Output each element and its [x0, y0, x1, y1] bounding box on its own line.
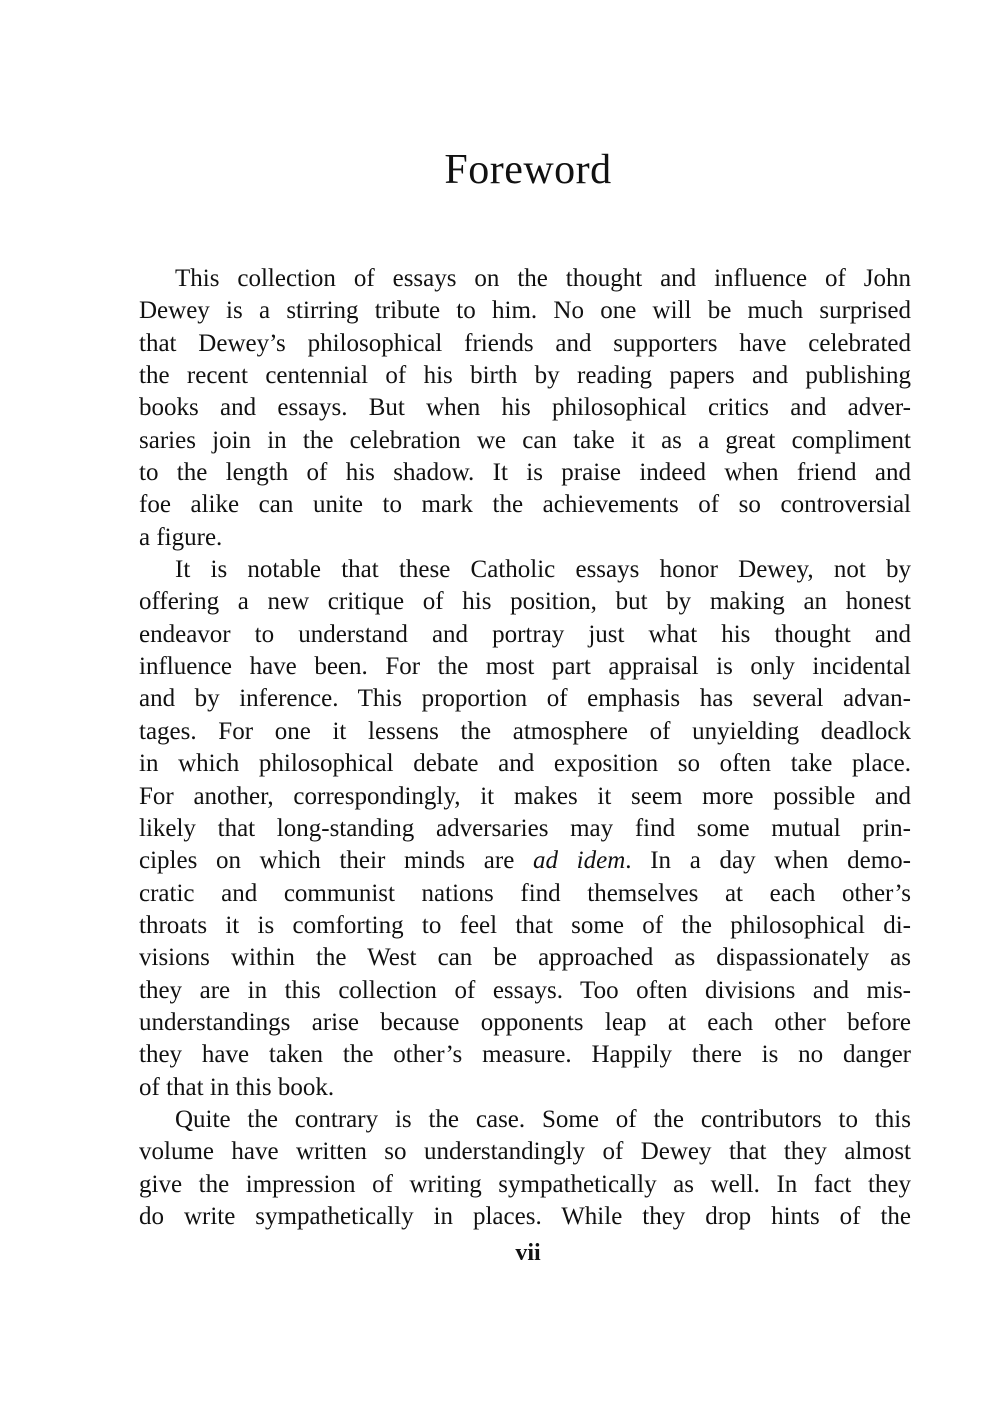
text-line	[139, 1201, 911, 1233]
line-text: For another, correspondingly, it makes it seem more possible and	[139, 782, 911, 810]
text-line	[139, 1039, 911, 1071]
text-line	[139, 263, 911, 295]
text-line	[139, 554, 911, 586]
text-line	[139, 683, 911, 715]
text-line	[139, 716, 911, 748]
text-line	[139, 522, 911, 554]
page-number: vii	[515, 1240, 541, 1266]
line-text: books and essays. But when his philosophical critics and adver-	[139, 394, 911, 422]
line-text: they are in this collection of essays. Too often divisions and mis-	[139, 976, 911, 1004]
line-text: that Dewey’s philosophical friends and supporters have celebrated	[139, 329, 911, 357]
line-text: throats it is comforting to feel that some of the philosophical di-	[139, 911, 911, 939]
paragraph	[139, 554, 911, 1104]
italic-phrase: ad idem	[532, 847, 626, 875]
line-text: tages. For one it lessens the atmosphere of unyielding deadlock	[139, 717, 911, 745]
text-line	[139, 425, 911, 457]
line-text: likely that long-standing adversaries may find some mutual prin-	[139, 814, 911, 842]
text-line	[139, 328, 911, 360]
line-text: visions within the West can be approached as dispassionately as	[139, 944, 911, 972]
line-text: give the impression of writing sympathetically as well. In fact they	[139, 1170, 911, 1198]
text-line	[139, 651, 911, 683]
line-text: Quite the contrary is the case. Some of the contributors to this	[175, 1105, 911, 1133]
line-text: understandings arise because opponents leap at each other before	[139, 1008, 911, 1036]
paragraph	[139, 263, 911, 554]
line-text-part: ciples on which their minds are	[139, 847, 533, 875]
line-text-mixed	[139, 847, 911, 874]
text-line	[139, 360, 911, 392]
paragraph	[139, 1104, 911, 1233]
line-text: It is notable that these Catholic essays honor Dewey, not by	[175, 556, 911, 584]
line-text: offering a new critique of his position, but by making an honest	[139, 588, 911, 616]
line-text: and by inference. This proportion of emphasis has several advan-	[139, 685, 911, 713]
text-line	[139, 619, 911, 651]
text-line	[139, 489, 911, 521]
text-line	[139, 1169, 911, 1201]
line-text: cratic and communist nations find themselves at each other’s	[139, 879, 911, 907]
line-text: Dewey is a stirring tribute to him. No one will be much surprised	[139, 297, 911, 325]
text-line	[139, 392, 911, 424]
line-text-part: . In a day when demo-	[625, 847, 911, 875]
text-line	[139, 457, 911, 489]
page-title: Foreword	[444, 147, 612, 193]
line-text: the recent centennial of his birth by reading papers and publishing	[139, 362, 911, 390]
line-text: foe alike can unite to mark the achievements of so controversial	[139, 491, 911, 519]
foreword-body	[139, 263, 911, 1233]
line-text: a figure.	[139, 523, 223, 551]
line-text: influence have been. For the most part appraisal is only incidental	[139, 653, 911, 681]
line-text: they have taken the other’s measure. Happily there is no danger	[139, 1041, 911, 1069]
text-line	[139, 813, 911, 845]
line-text: to the length of his shadow. It is praise indeed when friend and	[139, 459, 911, 487]
line-text: of that in this book.	[139, 1073, 335, 1101]
line-text: do write sympathetically in places. While they drop hints of the	[139, 1202, 911, 1230]
line-text: in which philosophical debate and exposition so often take place.	[139, 750, 911, 778]
text-line	[139, 975, 911, 1007]
text-line	[139, 1136, 911, 1168]
text-line	[139, 1007, 911, 1039]
text-line	[139, 748, 911, 780]
text-line	[139, 942, 911, 974]
text-line	[139, 910, 911, 942]
text-line	[139, 586, 911, 618]
text-line	[139, 781, 911, 813]
line-text: saries join in the celebration we can take it as a great compliment	[139, 426, 911, 454]
text-line	[139, 878, 911, 910]
text-line	[139, 845, 911, 877]
line-text: endeavor to understand and portray just what his thought and	[139, 620, 911, 648]
text-line	[139, 1104, 911, 1136]
line-text: This collection of essays on the thought and influence of John	[175, 265, 911, 292]
text-line	[139, 1072, 911, 1104]
line-text: volume have written so understandingly of Dewey that they almost	[139, 1138, 911, 1166]
text-line	[139, 295, 911, 327]
